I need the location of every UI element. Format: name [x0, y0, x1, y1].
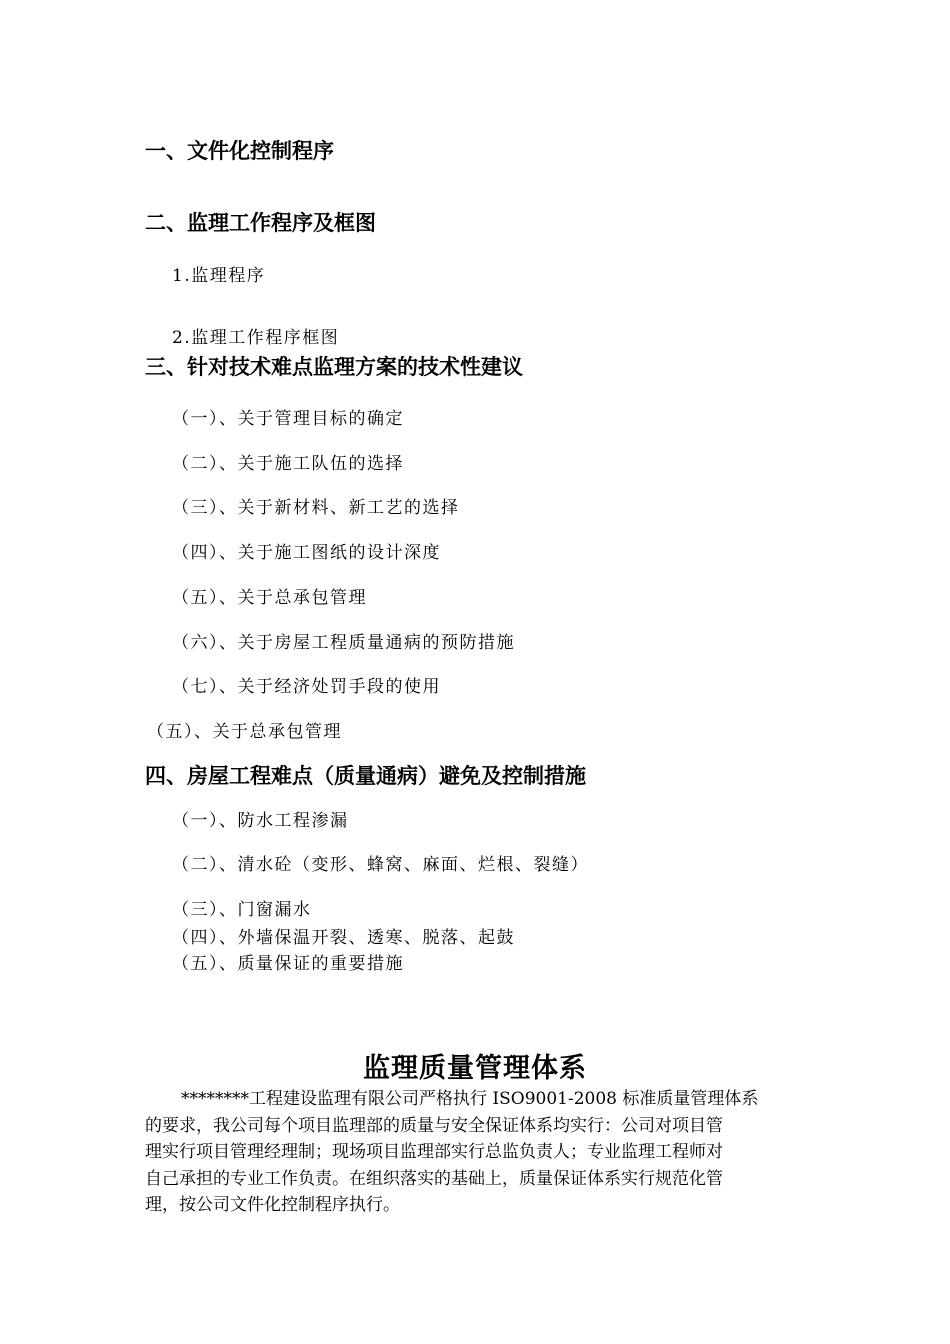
paragraph-line: 理实行项目管理经理制；现场项目监理部实行总监负责人；专业监理工程师对: [145, 1142, 723, 1162]
heading-section-1: 一、文件化控制程序: [145, 139, 334, 163]
document-title: 监理质量管理体系: [363, 1053, 587, 1084]
list-item: 2.监理工作程序框图: [172, 328, 340, 348]
paragraph-line: 理，按公司文件化控制程序执行。: [145, 1195, 400, 1215]
paragraph-line: ********工程建设监理有限公司严格执行 ISO9001-2008 标准质量管理体系: [181, 1089, 759, 1109]
paragraph-line: 的要求，我公司每个项目监理部的质量与安全保证体系均实行：公司对项目管: [145, 1115, 723, 1136]
list-item: （五）、关于总承包管理: [172, 588, 367, 608]
body-paragraph: [145, 1086, 805, 1219]
heading-section-3: 三、针对技术难点监理方案的技术性建议: [145, 355, 523, 379]
list-item: （五）、质量保证的重要措施: [172, 954, 404, 974]
list-item: （三）、关于新材料、新工艺的选择: [172, 498, 460, 518]
heading-section-2: 二、监理工作程序及框图: [145, 211, 376, 235]
list-item: （一）、关于管理目标的确定: [172, 409, 404, 429]
list-item: （六）、关于房屋工程质量通病的预防措施: [172, 633, 515, 653]
list-item: （四）、外墙保温开裂、透寒、脱落、起鼓: [172, 928, 515, 948]
list-item: （四）、关于施工图纸的设计深度: [172, 543, 441, 563]
list-item: （二）、清水砼（变形、蜂窝、麻面、烂根、裂缝）: [172, 855, 589, 875]
list-item: （三）、门窗漏水: [172, 900, 312, 920]
list-item: （五）、关于总承包管理: [147, 722, 342, 742]
list-item: （七）、关于经济处罚手段的使用: [172, 677, 441, 697]
paragraph-line: 自己承担的专业工作负责。在组织落实的基础上，质量保证体系实行规范化管: [145, 1168, 723, 1189]
heading-section-4: 四、房屋工程难点（质量通病）避免及控制措施: [145, 764, 586, 788]
list-item: 1.监理程序: [172, 266, 266, 286]
list-item: （二）、关于施工队伍的选择: [172, 454, 404, 474]
list-item: （一）、防水工程渗漏: [172, 811, 349, 831]
